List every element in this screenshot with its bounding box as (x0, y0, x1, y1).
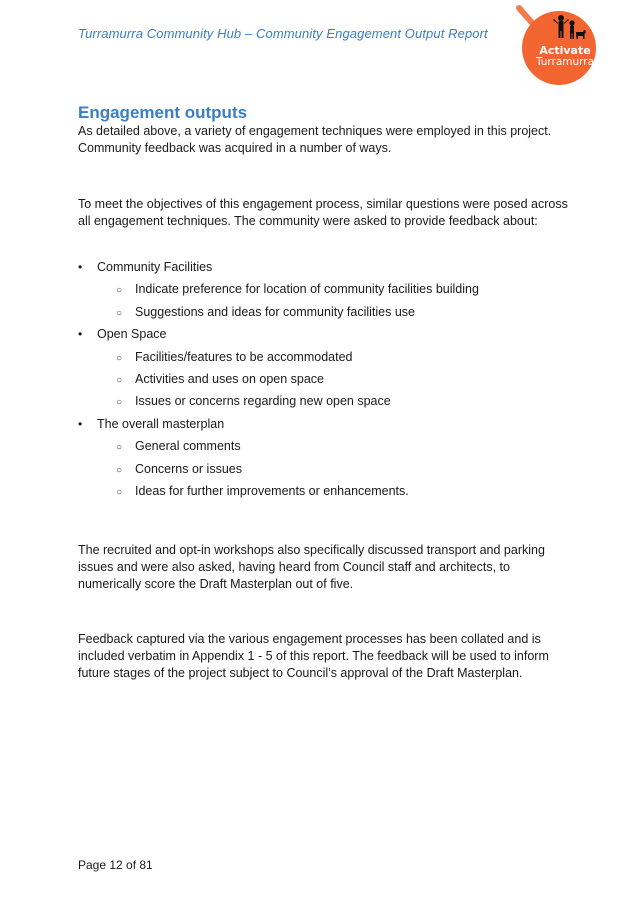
logo-text-turramurra: Turramurra (535, 56, 595, 68)
subtopic-label: Concerns or issues (135, 461, 242, 476)
bullet-icon: • (78, 416, 83, 431)
subtopic-item (78, 438, 578, 460)
intro-paragraph: As detailed above, a variety of engagement techniques were employed in this project. Community feedback was acquired in a number of ways. (78, 124, 552, 155)
topic-item (78, 326, 578, 348)
subtopic-item (78, 304, 578, 326)
circle-bullet-icon: ○ (116, 374, 123, 386)
section-heading: Engagement outputs (78, 103, 248, 122)
circle-bullet-icon: ○ (116, 285, 123, 297)
bullet-icon: • (78, 260, 83, 274)
header-title: Turramurra Community Hub – Community Engagement Output Report (78, 26, 488, 41)
feedback-paragraph: Feedback captured via the various engagement processes has been collated and is included verbatim in Appendix 1 - 5 of this report. The feedback will be used to inform future stages of the project subject to Council’s approval of the Draft Masterplan. (78, 632, 549, 680)
subtopic-item (78, 349, 578, 371)
subtopic-label: Facilities/features to be accommodated (135, 349, 353, 364)
subtopic-label: Activities and uses on open space (135, 371, 325, 386)
subtopic-item (78, 393, 578, 415)
circle-bullet-icon: ○ (116, 486, 123, 498)
topic-item (78, 259, 578, 281)
page-number: Page 12 of 81 (78, 858, 153, 872)
subtopic-label: Suggestions and ideas for community facilities use (135, 304, 416, 319)
workshops-paragraph: The recruited and opt-in workshops also specifically discussed transport and parking issues and were also asked, having heard from Council staff and architects, to numerically score the Draft Masterplan out of five. (78, 543, 545, 591)
activate-turramurra-logo (516, 4, 602, 86)
bullet-icon: • (78, 327, 83, 342)
topic-label: The overall masterplan (97, 416, 225, 431)
topics-list (78, 259, 578, 505)
objectives-paragraph: To meet the objectives of this engagement process, similar questions were posed across all engagement techniques. The community were asked to provide feedback about: (78, 197, 568, 228)
subtopic-item (78, 461, 578, 483)
topic-label: Community Facilities (97, 260, 213, 274)
logo-text-activate: Activate (539, 44, 591, 57)
circle-bullet-icon: ○ (116, 352, 123, 364)
subtopic-label: Ideas for further improvements or enhancements. (135, 483, 409, 498)
circle-bullet-icon: ○ (116, 397, 123, 409)
subtopic-item (78, 371, 578, 393)
circle-bullet-icon: ○ (116, 464, 123, 476)
subtopic-item (78, 281, 578, 303)
subtopic-label: General comments (135, 439, 241, 454)
topic-item (78, 416, 578, 438)
subtopic-item (78, 483, 578, 505)
subtopic-label: Indicate preference for location of community facilities building (135, 282, 479, 297)
circle-bullet-icon: ○ (116, 307, 123, 319)
subtopic-label: Issues or concerns regarding new open space (135, 394, 391, 409)
circle-bullet-icon: ○ (116, 442, 123, 454)
topic-label: Open Space (97, 327, 167, 342)
